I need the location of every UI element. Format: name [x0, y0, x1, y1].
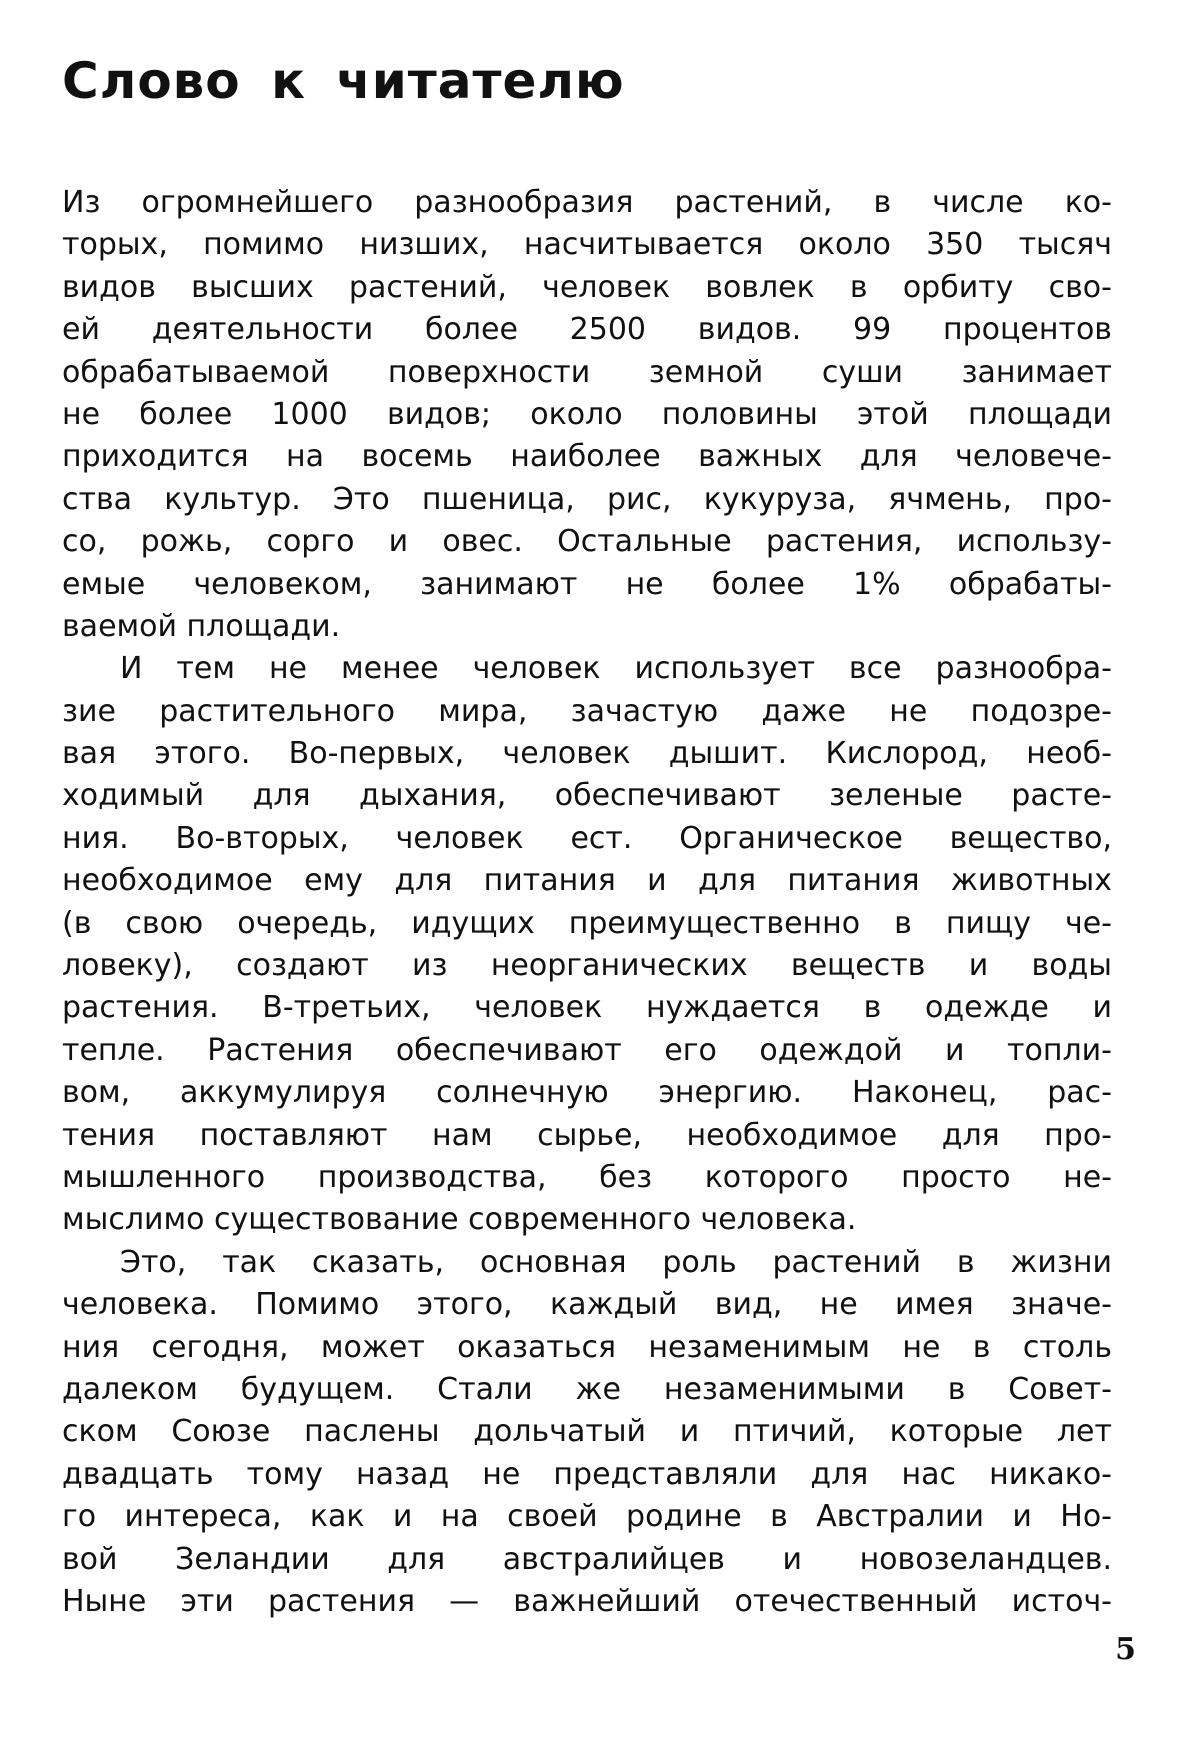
text-line: тепле. Растения обеспечивают его одеждой и топли-	[62, 1032, 1112, 1068]
text-line: тения поставляют нам сырье, необходимое для про-	[62, 1117, 1112, 1153]
text-line: мыслимо существование современного человека.	[62, 1202, 857, 1238]
text-line: необходимое ему для питания и для питания животных	[62, 863, 1112, 899]
text-line: двадцать тому назад не представляли для нас никако-	[62, 1456, 1112, 1492]
text-line: Ныне эти растения — важнейший отечественный источ-	[62, 1583, 1112, 1619]
page-title: Слово к читателю	[62, 52, 625, 110]
text-line: со, рожь, сорго и овес. Остальные растения, использу-	[62, 524, 1112, 560]
text-line: ния. Во-вторых, человек ест. Органическое вещество,	[62, 820, 1112, 856]
text-line: вой Зеландии для австралийцев и новозеландцев.	[62, 1541, 1112, 1577]
text-line: ском Союзе паслены дольчатый и птичий, которые лет	[62, 1414, 1112, 1450]
text-line: И тем не менее человек использует все разнообра-	[120, 651, 1112, 687]
text-line: видов высших растений, человек вовлек в орбиту сво-	[62, 269, 1112, 305]
page-number: 5	[1115, 1632, 1136, 1667]
text-line: далеком будущем. Стали же незаменимыми в Совет-	[62, 1371, 1112, 1407]
text-line: ваемой площади.	[62, 608, 341, 644]
text-line: ния сегодня, может оказаться незаменимым не в столь	[62, 1329, 1112, 1365]
text-line: вом, аккумулируя солнечную энергию. Наконец, рас-	[62, 1075, 1112, 1111]
text-line: емые человеком, занимают не более 1% обрабаты-	[62, 566, 1112, 602]
text-line: ства культур. Это пшеница, рис, кукуруза, ячмень, про-	[62, 481, 1112, 517]
text-line: не более 1000 видов; около половины этой площади	[62, 396, 1112, 432]
text-line: зие растительного мира, зачастую даже не подозре-	[62, 693, 1112, 729]
text-line: Это, так сказать, основная роль растений в жизни	[120, 1244, 1112, 1280]
text-line: вая этого. Во-первых, человек дышит. Кислород, необ-	[62, 736, 1112, 772]
body-text	[62, 182, 1112, 1623]
text-line: растения. В-третьих, человек нуждается в одежде и	[62, 990, 1112, 1026]
text-line: торых, помимо низших, насчитывается около 350 тысяч	[62, 227, 1112, 263]
text-line: обрабатываемой поверхности земной суши занимает	[62, 354, 1112, 390]
text-line: человека. Помимо этого, каждый вид, не имея значе-	[62, 1287, 1112, 1323]
text-line: ей деятельности более 2500 видов. 99 процентов	[62, 312, 1112, 348]
text-line: го интереса, как и на своей родине в Австралии и Но-	[62, 1499, 1112, 1535]
text-line: Из огромнейшего разнообразия растений, в числе ко-	[62, 185, 1112, 220]
text-line: (в свою очередь, идущих преимущественно в пищу че-	[62, 905, 1112, 941]
text-line: ловеку), создают из неорганических веществ и воды	[62, 948, 1112, 984]
text-line: приходится на восемь наиболее важных для человече-	[62, 439, 1112, 475]
text-line: ходимый для дыхания, обеспечивают зеленые расте-	[62, 778, 1112, 814]
text-line: мышленного производства, без которого просто не-	[62, 1159, 1112, 1195]
